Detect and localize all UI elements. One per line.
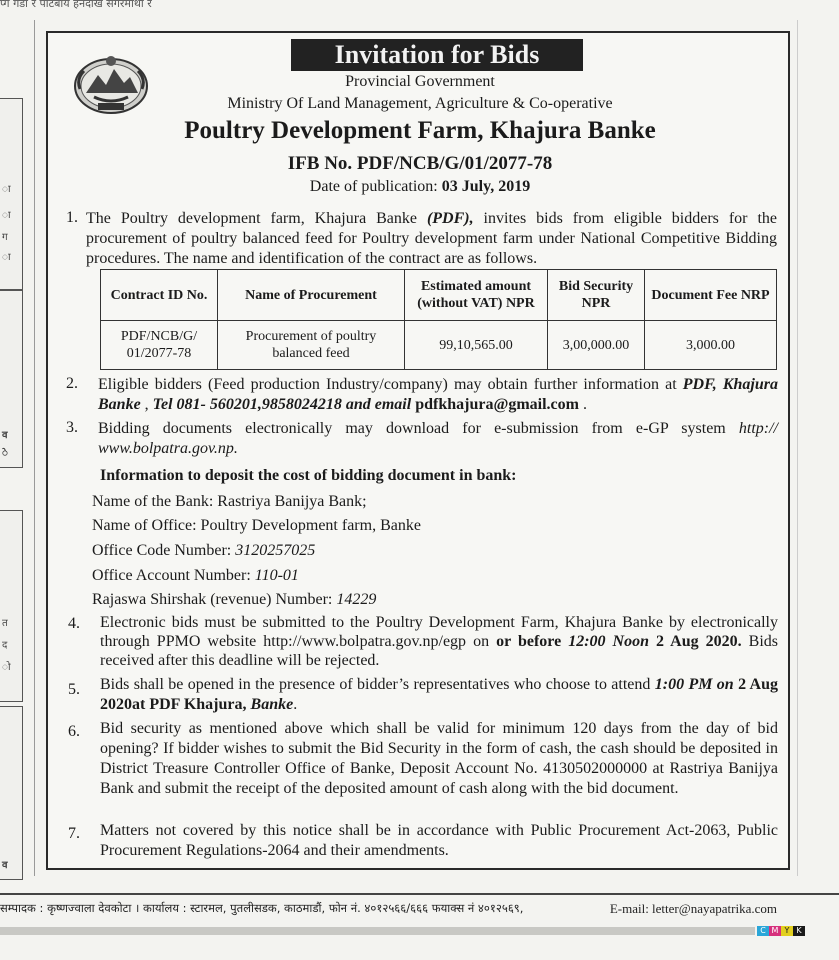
left-column-glyph: े xyxy=(2,448,8,459)
item-2-part: . xyxy=(578,396,587,413)
notice-banner: Invitation for Bids xyxy=(291,39,583,71)
item-number: 7. xyxy=(68,825,80,842)
cmyk-black: K xyxy=(793,926,805,936)
contact-email: pdfkhajura@gmail.com xyxy=(411,396,579,413)
provincial-government: Provincial Government xyxy=(345,73,495,90)
table-cell: PDF/NCB/G/ 01/2077-78 xyxy=(101,321,218,370)
table-header: Name of Procurement xyxy=(218,270,405,321)
left-column-glyph: ा xyxy=(2,252,11,263)
left-column-glyph: ा xyxy=(2,184,11,195)
table-header: Bid Security NPR xyxy=(548,270,645,321)
item-1-text xyxy=(86,209,777,269)
footer-email: E-mail: letter@nayapatrika.com xyxy=(609,901,777,916)
farm-name: Poultry Development Farm, Khajura Banke xyxy=(184,117,656,144)
revenue-value: 14229 xyxy=(336,591,377,608)
item-number: 2. xyxy=(66,375,78,392)
item-1-part: invites bids from eligible bidders for the procurement of poultry balanced feed for Poultry development farm under National Competitive Bidding procedures. The name and identification of the contract are as follows. xyxy=(86,210,777,267)
item-4-text xyxy=(100,613,778,670)
footer-bar xyxy=(0,927,755,935)
left-column-glyph: ा xyxy=(2,210,11,221)
table-row xyxy=(101,321,777,370)
revenue-number xyxy=(92,591,376,609)
footer-text: सम्पादक : कृष्णज्वाला देवकोटा । कार्यालय : स्टारमल, पुतलीसडक, काठमाडौं, फोन नं. ४०१२५६६/६६६ फयाक्स नं ४०१२५६९, xyxy=(0,901,524,915)
left-column-glyph: व xyxy=(2,430,8,441)
table-header: Contract ID No. xyxy=(101,270,218,321)
date-value: 03 July, 2019 xyxy=(441,178,531,195)
item-2-text xyxy=(98,375,778,415)
ministry-name: Ministry Of Land Management, Agriculture & Co-operative xyxy=(227,95,613,112)
cmyk-magenta: M xyxy=(769,926,781,936)
bid-notice xyxy=(46,31,790,870)
item-5-text xyxy=(100,675,778,715)
item-5-part: Bids shall be opened in the presence of bidder’s representatives who choose to attend xyxy=(100,676,655,693)
bank-name: Name of the Bank: Rastriya Banijya Bank; xyxy=(92,493,367,510)
opening-time: 1:00 PM on xyxy=(654,676,734,693)
item-2-part: PDF, Khajura Banke xyxy=(98,376,778,413)
contract-table xyxy=(100,269,777,370)
pdf-abbrev: (PDF), xyxy=(426,210,474,227)
item-number: 4. xyxy=(68,615,80,632)
table-cell: Procurement of poultry balanced feed xyxy=(218,321,405,370)
deadline-time: 12:00 Noon xyxy=(568,633,650,650)
opening-date: 2 Aug 2020at PDF Khajura, xyxy=(100,676,779,713)
item-1-part: The Poultry development farm, Khajura Banke xyxy=(86,210,427,227)
left-column-box xyxy=(0,510,23,702)
item-2-part: Tel 081- 560201,9858024218 and email xyxy=(152,396,412,413)
item-number: 3. xyxy=(66,419,78,436)
left-column-glyph: ग xyxy=(2,232,8,243)
account-value: 110-01 xyxy=(254,567,299,584)
ifb-number: IFB No. PDF/NCB/G/01/2077-78 xyxy=(287,153,553,174)
item-number: 5. xyxy=(68,681,80,698)
item-7-text: Matters not covered by this notice shall be in accordance with Public Procurement Act-2063, Public Procurement Regulations-2064 and their amendments. xyxy=(100,822,778,859)
item-2-part: , xyxy=(140,396,153,413)
left-column-glyph: व xyxy=(2,860,8,871)
cmyk-marks xyxy=(757,926,805,936)
newspaper-footer xyxy=(0,901,839,916)
left-column-box xyxy=(0,290,23,468)
deadline-date: 2 Aug 2020. xyxy=(649,633,742,650)
table-header: Document Fee NRP xyxy=(645,270,777,321)
table-header: Estimated amount (without VAT) NPR xyxy=(405,270,548,321)
table-cell: 3,00,000.00 xyxy=(548,321,645,370)
revenue-label: Rajaswa Shirshak (revenue) Number: xyxy=(92,591,337,608)
left-column-box xyxy=(0,98,23,290)
account-label: Office Account Number: xyxy=(92,567,255,584)
item-3-part: Bidding documents electronically may download for e-submission from e-GP system xyxy=(98,420,739,437)
publication-date xyxy=(48,178,792,196)
item-2-part: Eligible bidders (Feed production Industry/company) may obtain further information at xyxy=(98,376,683,393)
office-code-value: 3120257025 xyxy=(235,542,316,559)
cmyk-yellow: Y xyxy=(781,926,793,936)
footer-divider xyxy=(0,893,839,895)
cmyk-cyan: C xyxy=(757,926,769,936)
left-column-glyph: द xyxy=(2,640,8,651)
office-code xyxy=(92,542,315,560)
table-header-row xyxy=(101,270,777,321)
left-column-glyph: त xyxy=(2,618,8,629)
item-5-part: Banke xyxy=(250,696,294,713)
table-cell: 99,10,565.00 xyxy=(405,321,548,370)
item-4-part: Bids received after this deadline will be rejected. xyxy=(100,633,779,669)
office-code-label: Office Code Number: xyxy=(92,542,236,559)
table-cell: 3,000.00 xyxy=(645,321,777,370)
top-strip-text: प्ग गडा र पाटबाय हनदाख सगरमाथा र xyxy=(0,0,152,10)
bank-info-title: Information to deposit the cost of bidding document in bank: xyxy=(100,467,517,484)
office-account xyxy=(92,567,299,585)
item-number: 6. xyxy=(68,723,80,740)
item-6-text: Bid security as mentioned above which shall be valid for minimum 120 days from the day of bid opening? If bidder wishes to submit the Bid Security in the form of cash, the cash should be deposited in District Treasure Controller Office of Banke, Deposit Account No. 4130502000000 at Rastriya Banijya Bank and submit the receipt of the deposited amount of cash along with the bid document. xyxy=(100,720,778,797)
item-5-part: . xyxy=(293,696,298,713)
office-name: Name of Office: Poultry Development farm, Banke xyxy=(92,517,421,534)
item-3-text xyxy=(98,419,778,459)
egp-url: http:// www.bolpatra.gov.np. xyxy=(98,420,778,457)
item-4-part: or before xyxy=(496,633,569,650)
left-column-box xyxy=(0,706,23,880)
left-column-glyph: ो xyxy=(2,662,11,673)
item-4-part: Electronic bids must be submitted to the Poultry Development Farm, Khajura Banke by electronically through PPMO website http://www.bolpatra.gov.np/egp on xyxy=(100,614,778,650)
date-label: Date of publication: xyxy=(309,178,438,195)
item-number: 1. xyxy=(66,209,78,226)
